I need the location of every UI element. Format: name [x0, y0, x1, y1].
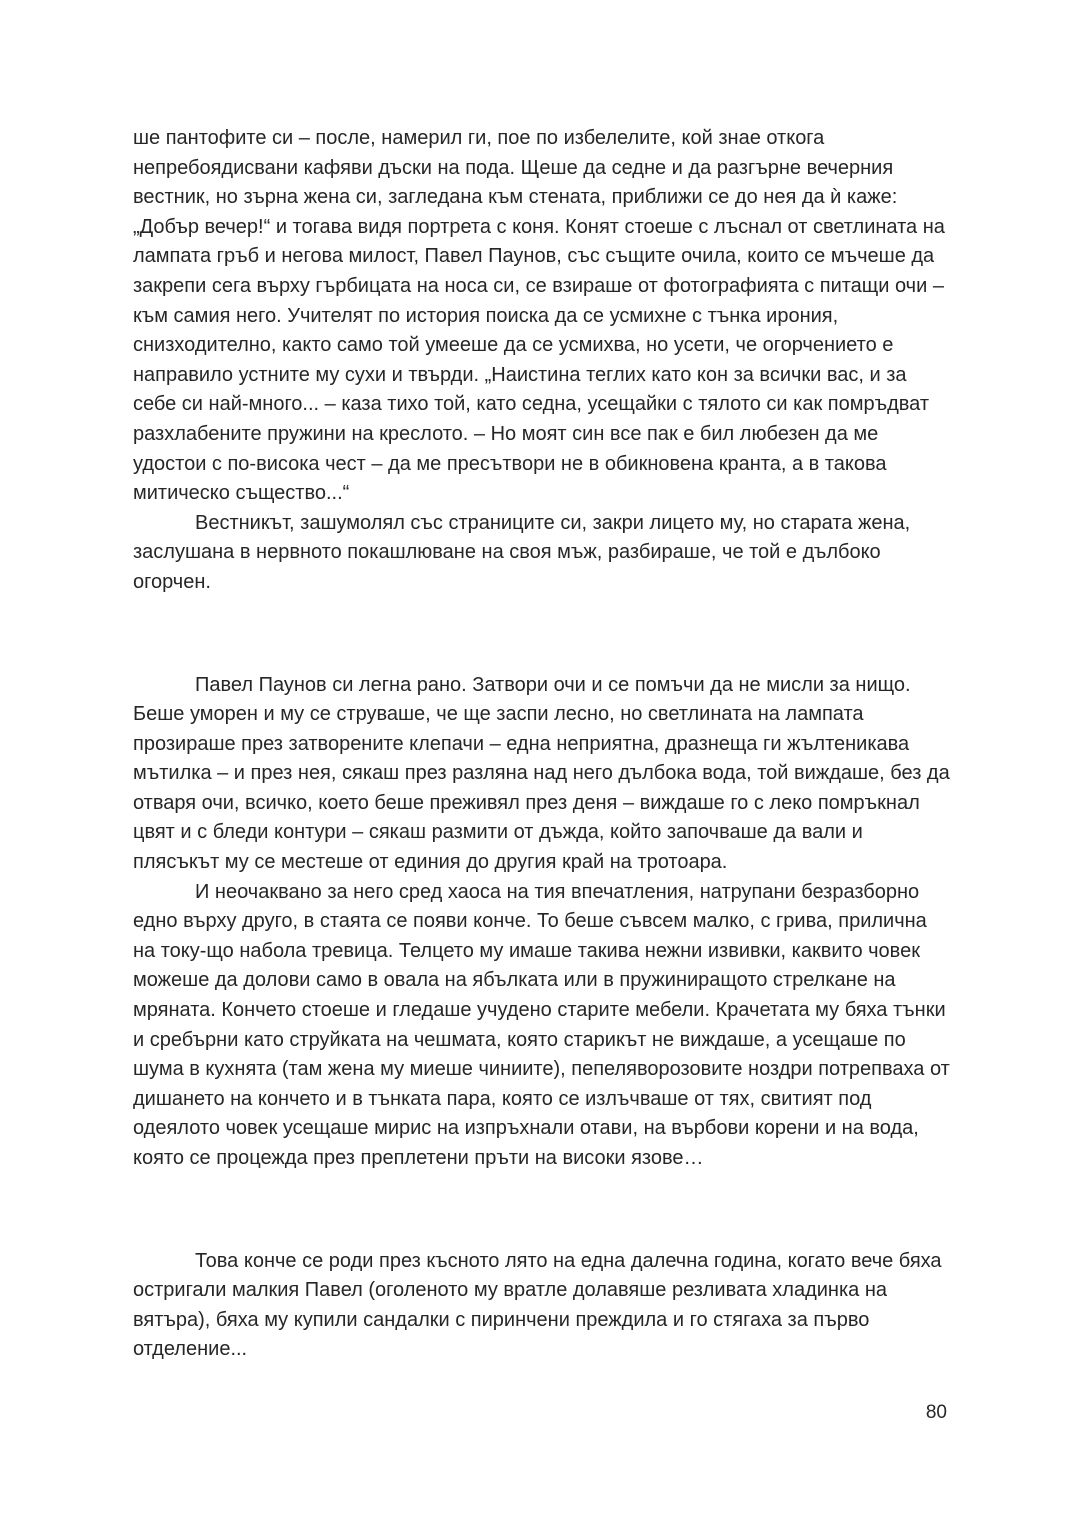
paragraph: Павел Паунов си легна рано. Затвори очи и се помъчи да не мисли за нищо. Беше уморен и му се струваше, че ще заспи лесно, но светлината на лампата прозираше през затворените клепачи – една неприятна, дразнеща ги жълтеникава мътилка – и през нея, сякаш през разляна над него дълбока вода, той виждаше, без да отваря очи, всичко, което беше преживял през деня – виждаше го с леко помръкнал цвят и с бледи контури – сякаш размити от дъжда, който започваше да вали и плясъкът му се местеше от единия до другия край на тротоара.: [133, 673, 950, 874]
paragraph: И неочаквано за него сред хаоса на тия впечатления, натрупани безразборно едно върху друго, в стаята се появи конче. То беше съвсем малко, с грива, прилична на току-що набола тревица. Телцето му имаше такива нежни извивки, каквито човек можеше да долови само в овала на ябълката или в пружиниращото стрелкане на мряната. Кончето стоеше и гледаше учудено старите мебели. Крачетата му бяха тънки и сребърни като струйката на чешмата, която старикът не виждаше, а усещаше по шума в кухнята (там жена му миеше чиниите), пепеляворозовите ноздри потрепваха от дишането на кончето и в тънката пара, която се излъчваше от тях, свитият под одеялото човек усещаше мирис на изпръхнали отави, на върбови корени и на вода, която се процежда през преплетени пръти на високи язове…: [133, 880, 950, 1169]
page-number: 80: [925, 1402, 947, 1423]
paragraph: Вестникът, зашумолял със страниците си, закри лицето му, но старата жена, заслушана в нервното покашлюване на своя мъж, разбираше, че той е дълбоко огорчен.: [133, 511, 911, 593]
page-text: [133, 124, 951, 1365]
paragraph: Това конче се роди през късното лято на една далечна година, когато вече бяха остригали малкия Павел (оголеното му вратле долавяше резливата хладинка на вятъра), бяха му купили сандалки с пиринчени преждила и го стягаха за първо отделение...: [133, 1249, 942, 1361]
paragraph: ше пантофите си – после, намерил ги, пое по избелелите, кой знае откога непребоядисвани кафяви дъски на пода. Щеше да седне и да разгърне вечерния вестник, но зърна жена си, загледана към стената, приближи се до нея да ѝ каже: „Добър вечер!“ и тогава видя портрета с коня. Конят стоеше с лъснал от светлината на лампата гръб и негова милост, Павел Паунов, със същите очила, които се мъчеше да закрепи сега върху гърбицата на носа си, се взираше от фотографията с питащи очи – към самия него. Учителят по история поиска да се усмихне с тънка ирония, снизходително, както само той умееше да се усмихва, но усети, че огорчението е направило устните му сухи и твърди. „Наистина теглих като кон за всички вас, и за себе си най-много... – каза тихо той, като седна, усещайки с тялото си как помръдват разхлабените пружини на креслото. – Но моят син все пак е бил любезен да ме удостои с по-висока чест – да ме пресътвори не в обикновена кранта, а в такова митическо същество...“: [133, 127, 945, 505]
